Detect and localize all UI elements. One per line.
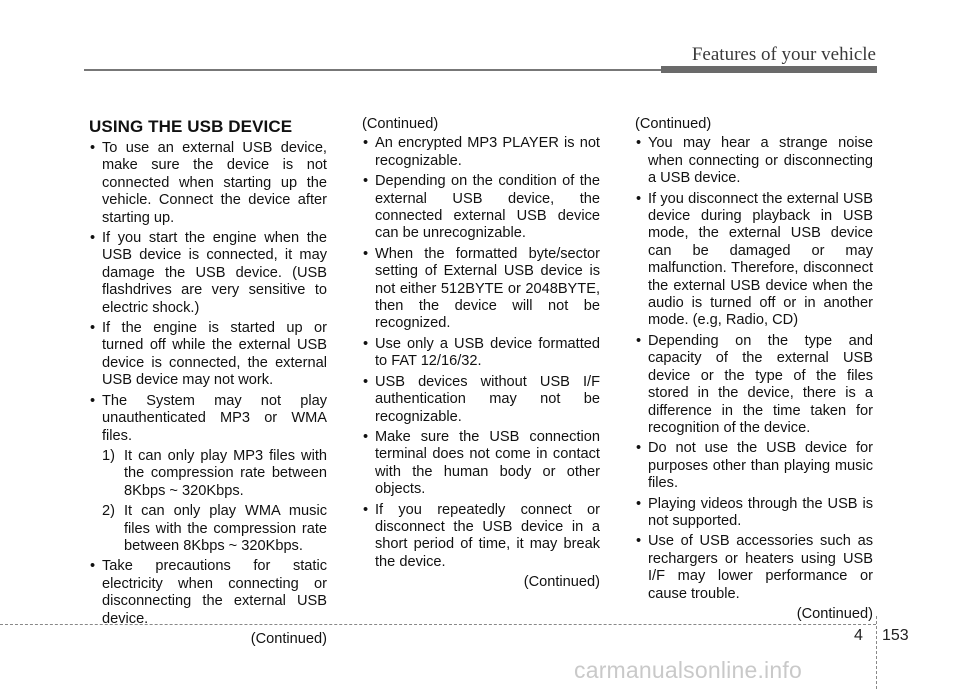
sub-item: [89, 448, 327, 500]
list-item: • If you start the engine when the USB device is connected, it may damage the USB device. (USB flashdrives are very sensitive to electric shock.): [89, 230, 327, 317]
header-title: Features of your vehicle: [691, 44, 876, 65]
list-item: • Playing videos through the USB is not supported.: [635, 496, 873, 531]
list-item: • An encrypted MP3 PLAYER is not recognizable.: [362, 135, 600, 170]
continued-label: (Continued): [523, 574, 600, 591]
list-item: • Depending on the type and capacity of the external USB device or the type of the files stored in the device, there is a difference in the time taken for recognition of the device.: [635, 333, 873, 437]
list-item: • Make sure the USB connection terminal does not come in contact with the human body or other objects.: [362, 429, 600, 499]
list-item: • If you repeatedly connect or disconnect the USB device in a short period of time, it may break the device.: [362, 502, 600, 572]
header-rule: [84, 69, 661, 71]
list-item: • If you disconnect the external USB device during playback in USB mode, the external USB device can be damaged or may malfunction. Therefore, disconnect the external USB device when the audio is turned off or in another mode. (e.g, Radio, CD): [635, 191, 873, 330]
watermark: carmanualsonline.info: [574, 657, 802, 683]
column-1: [89, 116, 327, 648]
list-item: • To use an external USB device, make sure the device is not connected when starting up the vehicle. Connect the device after starting up.: [89, 140, 327, 227]
list-item: • The System may not play unauthenticated MP3 or WMA files.: [89, 393, 327, 445]
footer-divider: [876, 616, 877, 689]
continued-label: (Continued): [250, 630, 327, 647]
footer-rule: [0, 624, 876, 625]
list-item: • You may hear a strange noise when connecting or disconnecting a USB device.: [635, 135, 873, 187]
continued-label: (Continued): [796, 605, 873, 622]
continued-top-label: (Continued): [635, 116, 712, 132]
chapter-number: 4: [854, 627, 863, 644]
list-item: • Use of USB accessories such as rechargers or heaters using USB I/F may lower performance or cause trouble.: [635, 533, 873, 603]
list-item: • USB devices without USB I/F authentication may not be recognizable.: [362, 374, 600, 426]
bullet-list-1: [89, 140, 327, 445]
page-number: 153: [882, 627, 909, 644]
list-item: • Take precautions for static electricity when connecting or disconnecting the external USB device.: [89, 558, 327, 628]
sub-item-number: 2): [102, 503, 115, 520]
list-item: • Do not use the USB device for purposes other than playing music files.: [635, 440, 873, 492]
bullet-list-1b: [89, 558, 327, 628]
continued-top-label: (Continued): [362, 116, 439, 132]
bullet-list-3: [635, 135, 873, 603]
list-item: • If the engine is started up or turned off while the external USB device is connected, the external USB device may not work.: [89, 320, 327, 390]
header-bar: [661, 66, 877, 73]
list-item: • Depending on the condition of the external USB device, the connected external USB device can be unrecognizable.: [362, 173, 600, 243]
column-3: [635, 116, 873, 623]
sub-item-text: It can only play WMA music files with the compression rate between 8Kbps ~ 320Kbps.: [124, 503, 327, 554]
sub-item: [89, 503, 327, 555]
list-item: • When the formatted byte/sector setting of External USB device is not either 512BYTE or 2048BYTE, then the device will not be recognized.: [362, 246, 600, 333]
sub-item-text: It can only play MP3 files with the compression rate between 8Kbps ~ 320Kbps.: [124, 447, 327, 499]
sub-item-number: 1): [102, 447, 115, 464]
bullet-list-2: [362, 135, 600, 571]
section-title: USING THE USB DEVICE: [89, 117, 293, 136]
list-item: • Use only a USB device formatted to FAT 12/16/32.: [362, 336, 600, 371]
column-2: [362, 116, 600, 592]
